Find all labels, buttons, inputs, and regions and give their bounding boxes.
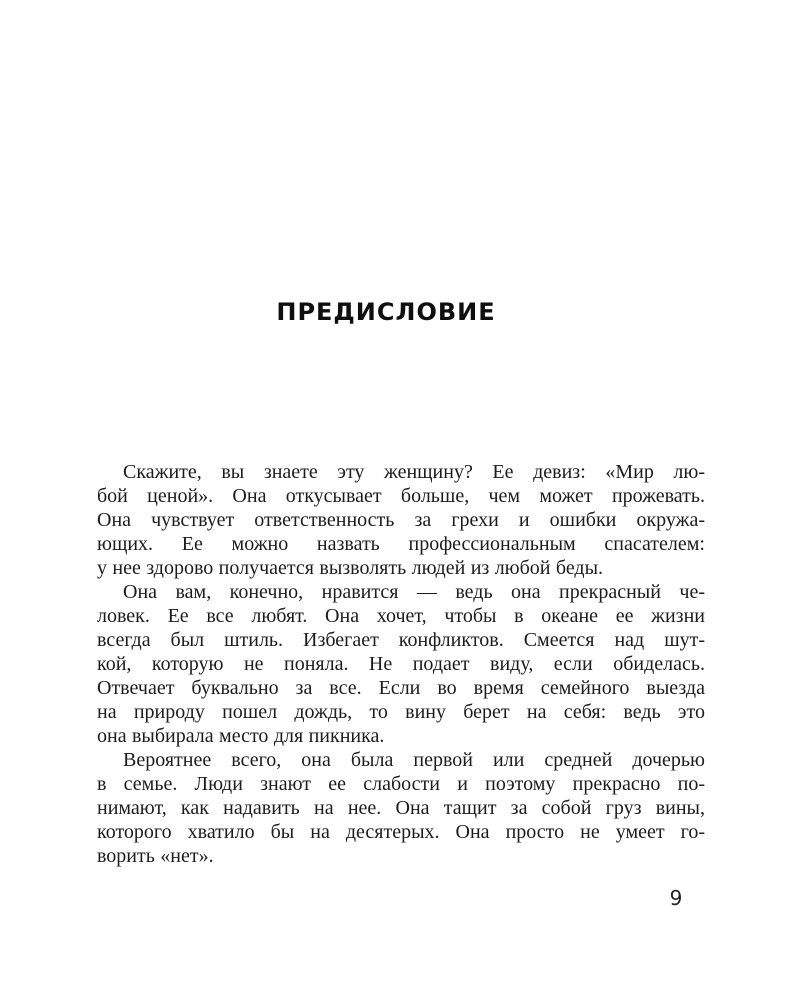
text-line: кой, которую не поняла. Не подает виду, если обиделась. [97,653,705,675]
text-line: Она вам, конечно, нравится — ведь она прекрасный че- [123,581,705,603]
text-line: Вероятнее всего, она была первой или средней дочерью [123,749,705,771]
text-line: ющих. Ее можно назвать профессиональным спасателем: [97,533,705,555]
text-line: ворить «нет». [97,845,214,867]
text-line: в семье. Люди знают ее слабости и поэтому прекрасно по- [97,773,705,795]
paragraph [97,580,705,748]
text-line: всегда был штиль. Избегает конфликтов. Смеется над шут- [97,629,705,651]
paragraph [97,460,705,580]
text-line: Скажите, вы знаете эту женщину? Ее девиз: «Мир лю- [123,461,705,483]
text-line: она выбирала место для пикника. [97,725,385,747]
page-number: 9 [669,886,683,910]
text-line: нимают, как надавить на нее. Она тащит за собой груз вины, [97,797,705,819]
text-line: на природу пошел дождь, то вину берет на себя: ведь это [97,701,705,723]
text-line: Отвечает буквально за все. Если во время семейного выезда [97,677,705,699]
text-line: бой ценой». Она откусывает больше, чем может прожевать. [97,485,705,507]
text-line: которого хватило бы на десятерых. Она просто не умеет го- [97,821,705,843]
paragraph [97,748,705,868]
chapter-heading: ПРЕДИСЛОВИЕ [276,298,496,326]
text-line: у нее здорово получается вызволять людей из любой беды. [97,557,604,579]
body-text [97,460,705,868]
text-line: Она чувствует ответственность за грехи и ошибки окружа- [97,509,705,531]
text-line: ловек. Ее все любят. Она хочет, чтобы в океане ее жизни [97,605,705,627]
